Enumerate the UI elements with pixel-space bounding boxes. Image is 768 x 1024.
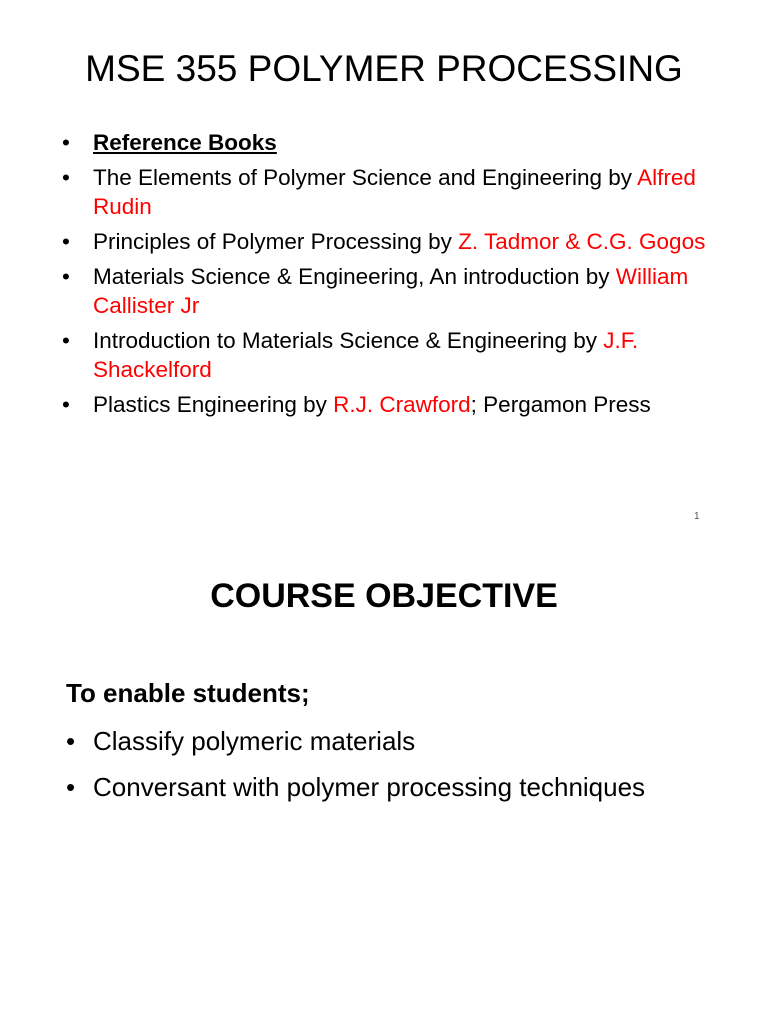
bullet-icon: • [62, 264, 70, 289]
slide-title: COURSE OBJECTIVE [210, 577, 558, 615]
list-item-book [62, 163, 722, 221]
book-author: Alfred Rudin [93, 165, 696, 219]
bullet-icon: • [62, 392, 70, 417]
bullet-icon: • [62, 165, 70, 190]
list-item-heading [62, 128, 722, 157]
objectives-list [66, 722, 666, 814]
book-title: Principles of Polymer Processing by [93, 229, 459, 254]
reference-books-heading: Reference Books [93, 130, 277, 155]
bullet-icon: • [62, 229, 70, 254]
book-title: Materials Science & Engineering, An introduction by [93, 264, 616, 289]
bullet-icon: • [66, 726, 76, 756]
list-item-book [62, 262, 722, 320]
slide-2 [0, 530, 768, 1024]
list-item-book [62, 390, 722, 419]
list-item-objective [66, 768, 666, 806]
book-title: The Elements of Polymer Science and Engineering by [93, 165, 638, 190]
book-title: Plastics Engineering by [93, 392, 334, 417]
book-suffix: ; Pergamon Press [470, 392, 651, 417]
slide-title: MSE 355 POLYMER PROCESSING [85, 48, 683, 89]
bullet-icon: • [66, 772, 76, 802]
bullet-icon: • [62, 328, 70, 353]
book-author: J.F. Shackelford [93, 328, 639, 382]
page-number: 1 [694, 511, 700, 522]
book-author: R.J. Crawford [333, 392, 471, 417]
book-title: Introduction to Materials Science & Engineering by [93, 328, 604, 353]
objective-text: Conversant with polymer processing techniques [93, 772, 646, 802]
book-author: William Callister Jr [93, 264, 689, 318]
list-item-objective [66, 722, 666, 760]
book-author: Z. Tadmor & C.G. Gogos [458, 229, 706, 254]
bullet-icon: • [62, 130, 70, 155]
objective-intro: To enable students; [66, 678, 310, 708]
list-item-book [62, 326, 722, 384]
reference-books-list [62, 128, 722, 425]
list-item-book [62, 227, 722, 256]
objective-text: Classify polymeric materials [93, 726, 416, 756]
